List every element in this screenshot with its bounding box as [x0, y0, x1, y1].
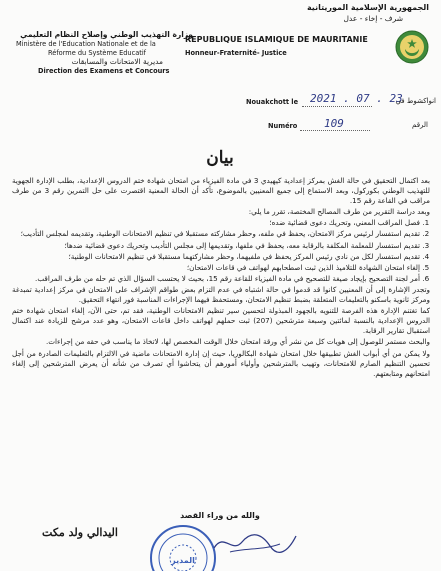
ministry-fr-1: Ministère de l'Education Nationale et de la: [16, 40, 156, 48]
decision-item: 2. تقديم استفسار لرئيس مركز الامتحان، يحفظ في ملفه، وحظر مشاركته مستقبلا في تنظيم الامتحانات الوطنية، وتقديمه لمجلس التأديب؛: [12, 229, 420, 239]
decisions-list: [12, 218, 430, 284]
document-title: بيان: [206, 148, 234, 168]
number-label-ar: الرقم: [412, 121, 428, 129]
number-label: Numéro: [268, 122, 298, 130]
direction-ar: مديرية الامتحانات والمسابقات: [71, 57, 163, 66]
body-paragraph: والبحث مستمر للوصول إلى هويات كل من نشر أي ورقة امتحان خلال الوقت المخصص لها، لاتخاذ ما يناسب في حقه من إجراءات.: [45, 337, 430, 347]
body-paragraph: كما تغتنم الإدارة هذه الفرصة للتنويه بالجهود المبذولة لتحسين سير تنظيم الامتحانات الوطنية، فقد تم، حتى الآن، إلغاء امتحان شهادة ختم الدروس الإعدادية بالنسبة لمائتين وسبعة مترشحين (207) ثبت حملهم لهواتف داخل قاعات الامتحان، وهو عدد مرشح للزيادة عند اكتمال استقبال تقارير الرقابة.: [12, 306, 430, 336]
signature-icon: [210, 528, 300, 558]
ministry-ar: وزارة التهذيب الوطني وإصلاح النظام التعليمي: [20, 30, 193, 39]
body-transition: وبعد دراسة التقرير من طرف المصالح المختصة، تقرر ما يلي:: [248, 207, 430, 217]
signatory-name: اليدالي ولد مكت: [42, 526, 118, 539]
date-line: [246, 94, 436, 110]
decision-item: 3. تقديم استفسار للمعلمة المكلفة بالرقابة معه، يحفظ في ملفها، وتقديمها إلى مجلس التأديب وتحريك دعوى قضائية ضدها؛: [12, 241, 420, 251]
ministry-block: [8, 30, 193, 76]
handwritten-signature: [210, 528, 300, 558]
decision-item: 6. أمر لجنة التصحيح بإيجاد صيغة للتصحيح في مادة الفيزياء للقاعة رقم 15، بحيث لا يحتسب السؤال الذي تم حله من طرف المراقب.: [12, 274, 420, 284]
decision-item: 5. إلغاء امتحان الشهادة للتلاميذ الذين ثبت اصطحابهم لهواتف في قاعات الامتحان؛: [12, 263, 420, 273]
header-fr: [185, 35, 375, 58]
body-paragraph: وتجدر الإشارة إلى أن المعنيين كانوا قد قدموا في حالة اشتباه في عدم التزام بعض طواقم الإشراف على الامتحان في مركز إعدادية تمبدغة ومركز ثانوية باسكنو بالتعليمات المتعلقة بضبط تنظيم الامتحان، ومستحفظ فيهما الإجراءات المناسبة فور انتهاء التحقيق.: [12, 284, 430, 305]
republic-ar: الجمهورية الإسلامية الموريتانية: [306, 3, 429, 12]
closing-formula: والله من وراء القصد: [180, 511, 260, 520]
document-body: [12, 176, 430, 506]
national-emblem-icon: [395, 30, 429, 64]
number-value: 109: [324, 117, 344, 130]
number-underline: [300, 130, 370, 131]
decision-item: 4. تقديم استفسار لكل من نادي رئيس المركز يحفظ في ملفيهما، وحظر مشاركتهما مستقبلا في تنظيم الامتحانات الوطنية؛: [12, 252, 420, 262]
date-value: 2021 . 07 . 23: [310, 92, 403, 105]
date-label-ar: انواكشوط في: [395, 97, 436, 105]
ministry-fr-2: Réforme du Système Educatif: [48, 48, 147, 57]
motto-fr: Honneur-Fraternité- Justice: [185, 49, 287, 57]
date-label: Nouakchott le: [246, 98, 299, 106]
motto-ar: شرف - إخاء - عدل: [343, 14, 403, 23]
decision-item: 1. فصل المراقب المعني، وتحريك دعوى قضائية ضده؛: [12, 218, 420, 228]
body-paragraph: ولا يمكن من أي أبواب الغش تطبيقها خلال امتحان شهادة البكالوريا، حيث إن إدارة الامتحانات ماضية في الالتزام بالتعليمات الصادرة من أجل تحسين التنظيم الصارم للامتحانات، وتهيب بالمترشحين وأولياء أمورهم أن يتحاشوا أي تصرف من شأنه أن يعرض المترشحين إلى إلغاء امتحانهم ومتابعتهم.: [12, 348, 430, 378]
body-intro: بعد اكتمال التحقيق في حالة الغش بمركز إعدادية كيهيدي 3 في مادة الفيزياء من امتحان شهادة ختم الدروس الإعدادية، بطلب الإدارة الجهوية للتهذيب الوطني بكوركول، وبعد الاستماع إلى جميع المعنيين بالموضوع، تأكد أن الحالة المعنية اقتصرت على حل التمرين رقم 3 من طرف مراقب في القاعة رقم 15.: [12, 176, 430, 206]
stamp-title: المدير: [171, 556, 195, 565]
official-stamp: [148, 520, 218, 571]
republic-fr: REPUBLIQUE ISLAMIQUE DE MAURITANIE: [185, 35, 368, 44]
date-underline: [302, 106, 372, 107]
direction-fr: Direction des Examens et Concours: [38, 67, 170, 75]
number-line: [268, 118, 436, 134]
emblem: [395, 30, 429, 64]
